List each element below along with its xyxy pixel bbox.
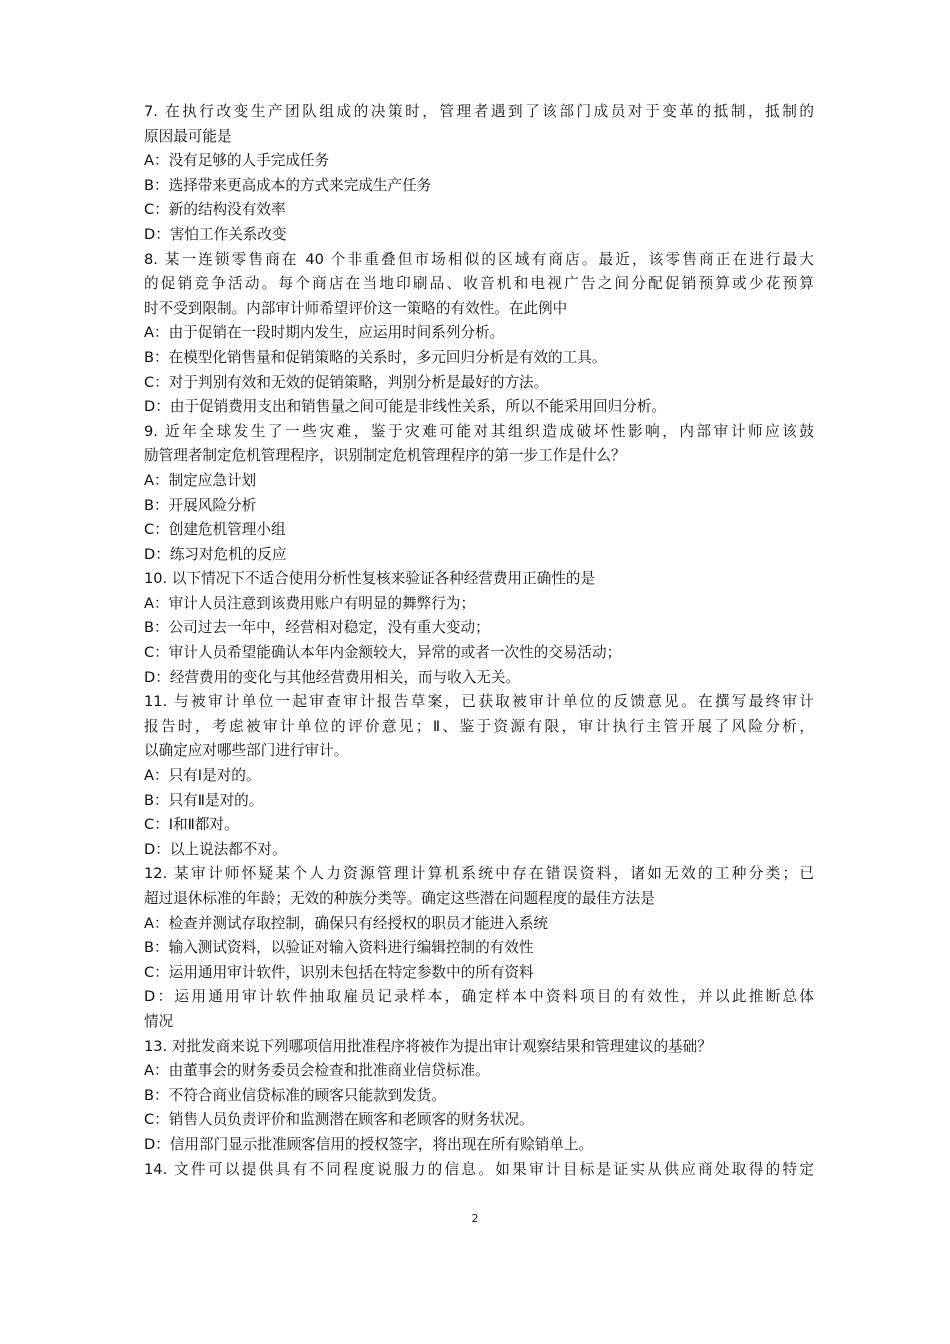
- question-11-text-line: 以确定应对哪些部门进行审计。: [144, 742, 349, 760]
- option-b: B：只有Ⅱ是对的。: [144, 791, 264, 809]
- option-c: C：运用通用审计软件，识别未包括在特定参数中的所有资料: [144, 963, 534, 981]
- option-d: D：害怕工作关系改变: [144, 225, 287, 243]
- question-9-text-line: 9. 近年全球发生了一些灾难，鉴于灾难可能对其组织造成破坏性影响，内部审计师应该鼓: [144, 422, 814, 440]
- option-d-continued: 情况: [144, 1012, 174, 1030]
- option-a: A：制定应急计划: [144, 471, 257, 489]
- option-c: C：对于判别有效和无效的促销策略，判别分析是最好的方法。: [144, 373, 549, 391]
- option-a: A：由董事会的财务委员会检查和批准商业信贷标准。: [144, 1062, 490, 1080]
- option-d: D：由于促销费用支出和销售量之间可能是非线性关系，所以不能采用回归分析。: [144, 398, 667, 416]
- option-b: B：不符合商业信贷标准的顾客只能款到发货。: [144, 1086, 446, 1104]
- question-8-text-line: 时不受到限制。内部审计师希望评价这一策略的有效性。在此例中: [144, 299, 568, 317]
- option-c: C：新的结构没有效率: [144, 201, 286, 219]
- option-a: A：由于促销在一段时期内发生，应运用时间系列分析。: [144, 324, 505, 342]
- question-11: [144, 690, 814, 862]
- option-c: C：Ⅰ和Ⅱ都对。: [144, 816, 239, 834]
- option-b: B：输入测试资料，以验证对输入资料进行编辑控制的有效性: [144, 939, 534, 957]
- option-a: A：审计人员注意到该费用账户有明显的舞弊行为；: [144, 594, 476, 612]
- question-10-text-line: 10. 以下情况下不适合使用分析性复核来验证各种经营费用正确性的是: [144, 570, 596, 588]
- question-7-text-line: 7. 在执行改变生产团队组成的决策时，管理者遇到了该部门成员对于变革的抵制，抵制的: [144, 103, 814, 120]
- option-d: D：经营费用的变化与其他经营费用相关，而与收入无关。: [144, 668, 521, 686]
- option-d: D：练习对危机的反应: [144, 545, 287, 563]
- question-7: [144, 100, 814, 248]
- question-14-text-line: 14. 文件可以提供具有不同程度说服力的信息。如果审计目标是证实从供应商处取得的特定: [144, 1160, 814, 1178]
- option-c: C：创建危机管理小组: [144, 521, 286, 539]
- question-12: [144, 862, 814, 1034]
- option-d: D：以上说法都不对。: [144, 840, 287, 858]
- question-8-text-line: 的促销竞争活动。每个商店在当地印刷品、收音机和电视广告之间分配促销预算或少花预算: [144, 275, 814, 293]
- option-d: D：信用部门显示批准顾客信用的授权签字，将出现在所有赊销单上。: [144, 1135, 594, 1153]
- question-12-text-line: 12. 某审计师怀疑某个人力资源管理计算机系统中存在错误资料，诸如无效的工种分类；已: [144, 865, 814, 883]
- question-9: [144, 420, 814, 568]
- question-13-text-line: 13. 对批发商来说下列哪项信用批准程序将被作为提出审计观察结果和管理建议的基础？: [144, 1037, 712, 1055]
- question-8-text-line: 8. 某一连锁零售商在 40 个非重叠但市场相似的区域有商店。最近，该零售商正在进行最大: [144, 250, 814, 268]
- question-11-text-line: 报告时，考虑被审计单位的评价意见；Ⅱ、鉴于资源有限，审计执行主管开展了风险分析，: [144, 717, 814, 735]
- question-11-text-line: 11. 与被审计单位一起审查审计报告草案，已获取被审计单位的反馈意见。在撰写最终审计: [144, 693, 814, 711]
- question-12-text-line: 超过退休标准的年龄；无效的种族分类等。确定这些潜在问题程度的最佳方法是: [144, 890, 655, 907]
- question-10: [144, 567, 814, 690]
- question-9-text-line: 励管理者制定危机管理程序，识别制定危机管理程序的第一步工作是什么？: [144, 447, 626, 465]
- option-c: C：审计人员希望能确认本年内金额较大，异常的或者一次性的交易活动；: [144, 644, 622, 662]
- question-13: [144, 1035, 814, 1158]
- option-d: D：运用通用审计软件抽取雇员记录样本，确定样本中资料项目的有效性，并以此推断总体: [144, 988, 814, 1006]
- option-a: A：没有足够的人手完成任务: [144, 152, 330, 170]
- question-7-text-line: 原因最可能是: [144, 127, 232, 145]
- option-a: A：检查并测试存取控制，确保只有经授权的职员才能进入系统: [144, 914, 549, 932]
- option-b: B：选择带来更高成本的方式来完成生产任务: [144, 176, 432, 194]
- question-14: [144, 1158, 814, 1183]
- page-content: [144, 100, 814, 1182]
- option-b: B：公司过去一年中，经营相对稳定，没有重大变动；: [144, 619, 490, 637]
- page-number: 2: [471, 1212, 479, 1225]
- option-b: B：在模型化销售量和促销策略的关系时，多元回归分析是有效的工具。: [144, 348, 607, 366]
- question-8: [144, 248, 814, 420]
- option-b: B：开展风险分析: [144, 496, 257, 514]
- option-c: C：销售人员负责评价和监测潜在顾客和老顾客的财务状况。: [144, 1111, 534, 1129]
- option-a: A：只有Ⅰ是对的。: [144, 767, 261, 785]
